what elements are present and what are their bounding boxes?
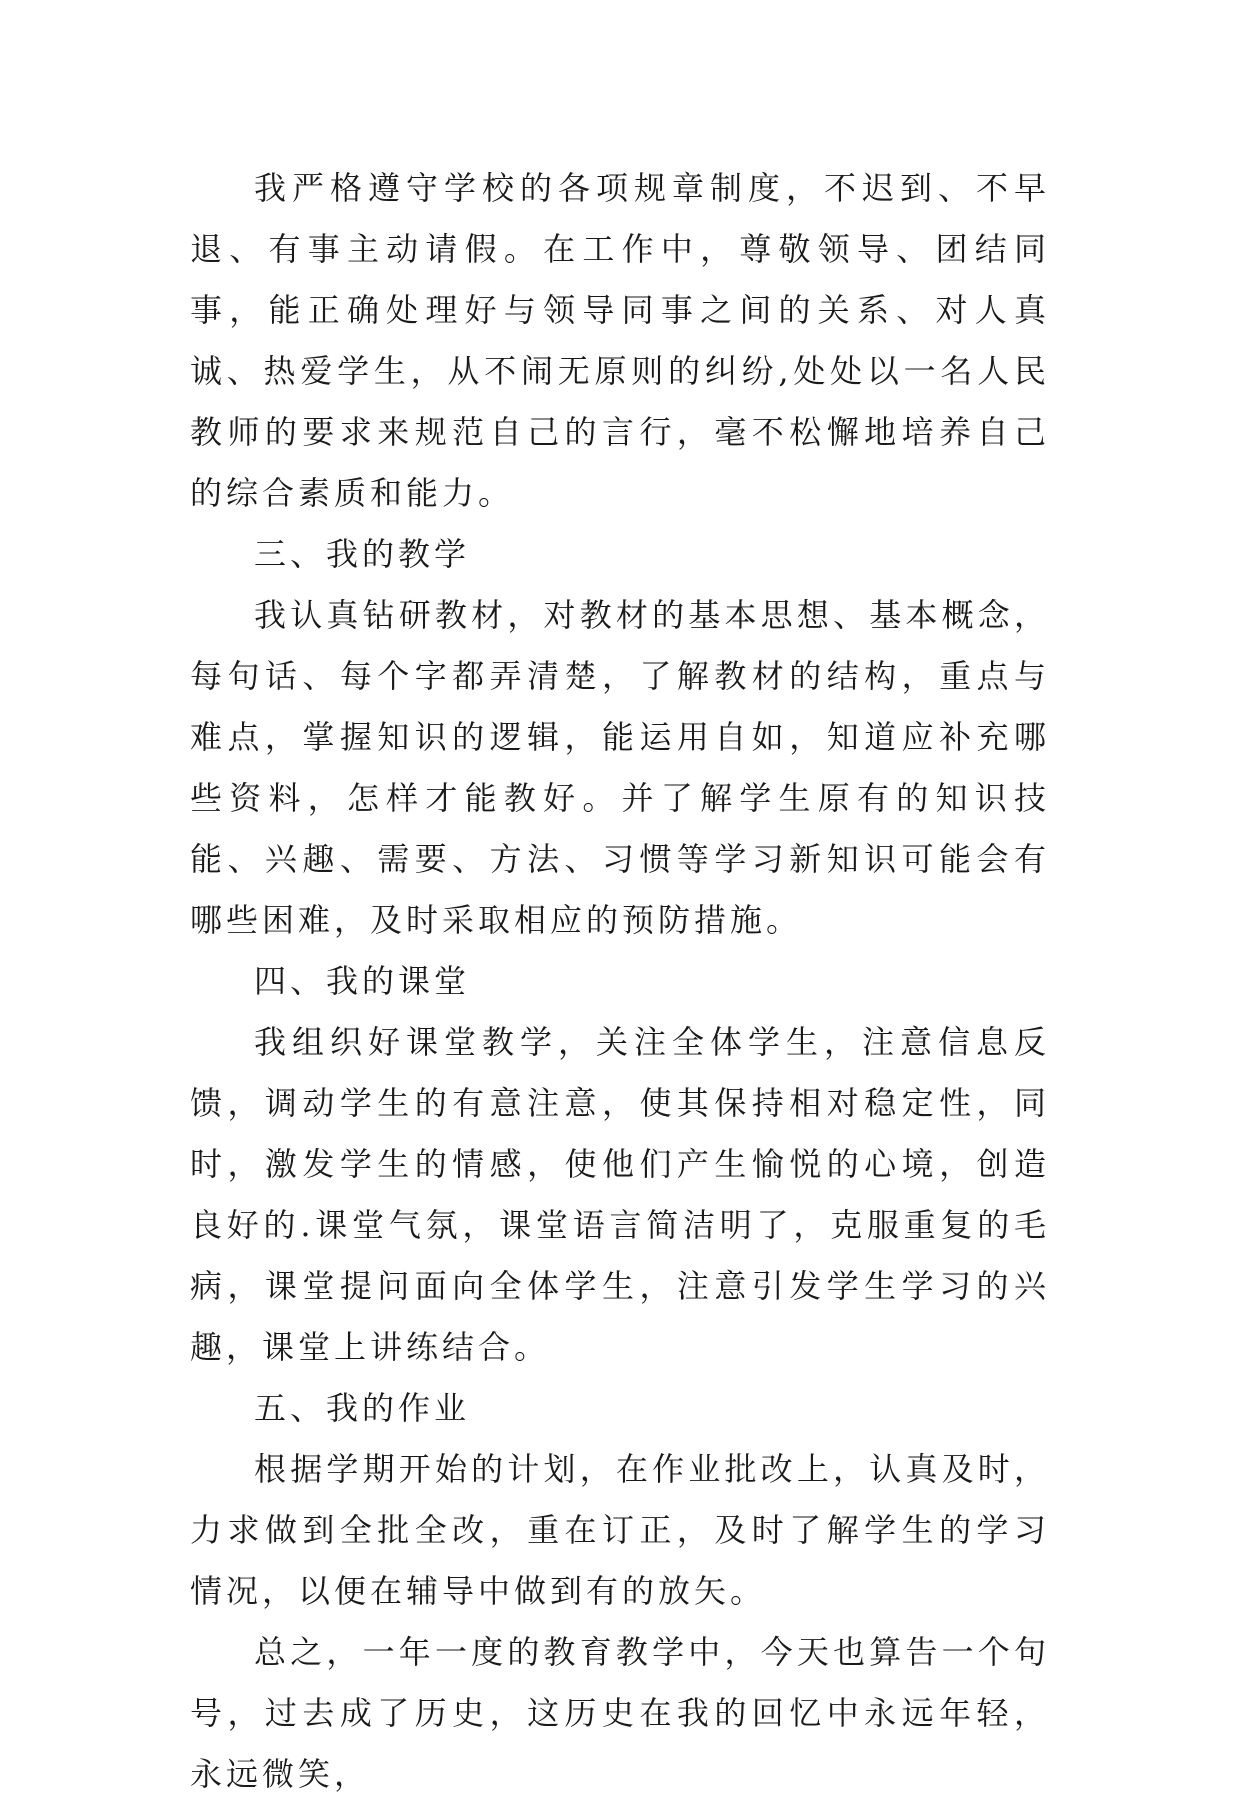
paragraph-homework: 根据学期开始的计划，在作业批改上，认真及时，力求做到全批全改，重在订正，及时了解学生的学习情况，以便在辅导中做到有的放矢。: [190, 1450, 1050, 1610]
paragraph-teaching: 我认真钻研教材，对教材的基本思想、基本概念，每句话、每个字都弄清楚，了解教材的结构，重点与难点，掌握知识的逻辑，能运用自如，知道应补充哪些资料，怎样才能教好。并了解学生原有的知识技能、兴趣、需要、方法、习惯等学习新知识可能会有哪些困难，及时采取相应的预防措施。: [190, 596, 1050, 939]
paragraph-conclusion: 总之，一年一度的教育教学中，今天也算告一个句号，过去成了历史，这历史在我的回忆中永远年轻，永远微笑，: [190, 1633, 1050, 1793]
paragraph-discipline: 我严格遵守学校的各项规章制度，不迟到、不早退、有事主动请假。在工作中，尊敬领导、团结同事，能正确处理好与领导同事之间的关系、对人真诚、热爱学生，从不闹无原则的纠纷,处处以一名人民教师的要求来规范自己的言行，毫不松懈地培养自己的综合素质和能力。: [190, 169, 1050, 512]
section-heading-homework: 五、我的作业: [254, 1389, 471, 1427]
document-body: [190, 158, 1050, 1805]
section-heading-teaching: 三、我的教学: [254, 535, 471, 573]
paragraph-classroom: 我组织好课堂教学，关注全体学生，注意信息反馈，调动学生的有意注意，使其保持相对稳定性，同时，激发学生的情感，使他们产生愉悦的心境，创造良好的.课堂气氛，课堂语言简洁明了，克服重复的毛病，课堂提问面向全体学生，注意引发学生学习的兴趣，课堂上讲练结合。: [190, 1023, 1050, 1366]
section-heading-classroom: 四、我的课堂: [254, 962, 471, 1000]
